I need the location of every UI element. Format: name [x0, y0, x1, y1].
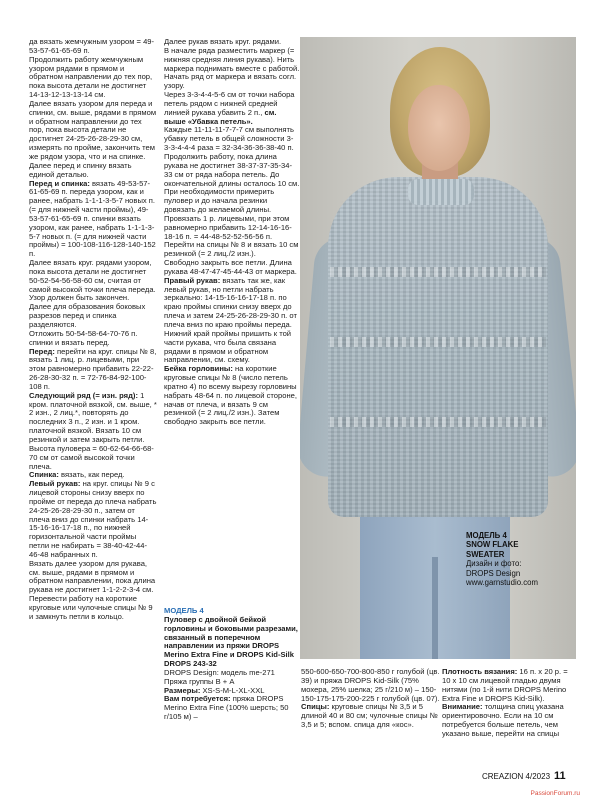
section-heading: см. выше «Убавка петель».: [164, 107, 277, 126]
section-heading: Бейка горловины:: [164, 364, 233, 374]
paragraph: 1 кром. платочной вязкой, см. выше, * 2 изн., 2 лиц.*, повторять до последних 3 п., 2 изн. и 1 кром. платочной вязкой. Вязать 10 см резинкой и затем закрыть петли. Высота пуловера = 60-62-64-66-68-70 см от самой высокой точки плеча.: [29, 390, 157, 471]
section-heading: Перед и спинка:: [29, 178, 90, 188]
section-heading: Перед:: [29, 346, 55, 356]
sweater: [328, 177, 548, 517]
section-heading: Внимание:: [442, 702, 483, 712]
text-column-1: [29, 38, 157, 622]
section-heading: Плотность вязания:: [442, 667, 518, 676]
section-heading: Правый рукав:: [164, 275, 221, 285]
page-number: 11: [554, 770, 566, 782]
design-info: DROPS Design: модель me-271 Пряжа группы В + А: [164, 667, 275, 686]
paragraph: на короткие круговые спицы № 8 (число петель кратно 4) по всему вырезу горловины набрать 48-64 п. по лицевой стороне, начав от плеча, и вязать 9 см резинкой (= 2 лиц./2 изн.). Затем свободно закрыть все петли.: [164, 364, 297, 427]
page-footer: [482, 770, 566, 782]
watermark: PassionForum.ru: [530, 790, 580, 797]
paragraph: Каждые 11-11-11-7-7-7 см выполнять убавку петель в общей сложности 3-3-3-4-4-4 раза = 32-34-36-36-38-40 п. Продолжить работу, пока длина рукава не достигнет 38-37-37-35-34-33 см от ряда набора петель. До окончательной длины осталось 10 см. При необходимости примерить пуловер и до начала резинки довязать до желаемой длины. Провязать 1 р. лицевыми, при этом равномерно прибавить 12-14-16-16-18-16 п. = 44-48-52-52-56-56 п. Перейти на спицы № 8 и вязать 10 см резинкой (= 2 лиц./2 изн.). Свободно закрыть все петли. Длина рукава 48-47-47-45-44-43 от маркера.: [164, 125, 300, 276]
paragraph: вязать так же, как левый рукав, но петли набрать зеркально: 14-15-16-16-17-18 п. по краю проймы спинки снизу вверх до плеча и затем 24-25-26-28-29-30 п. от плеча вниз по краю проймы переда. Нижний край проймы пришить к той части рукава, что была связана рядами в прямом и обратном направлении, см. схему.: [164, 275, 297, 365]
text-column-3: [301, 668, 441, 730]
section-heading: Размеры:: [164, 685, 201, 695]
model-intro: [164, 607, 304, 722]
paragraph: да вязать жемчужным узором = 49-53-57-61-65-69 п. Продолжить работу жемчужным узором рядами в прямом и обратном направлении до тех пор, пока высота детали не достигнет 14-13-12-13-13-14 см. Далее вязать узором для переда и спинки, см. выше, рядами в прямом и обратном направлении до тех пор, пока высота детали не достигнет 24-25-26-28-29-30 см, измерять по пройме, закончить тем же рядом узора, что и на спинке. Далее перед и спинку вязать единой деталью.: [29, 37, 157, 179]
paragraph: круговые спицы № 3,5 и 5 длиной 40 и 80 см; чулочные спицы № 3,5 и 5; вспом. спица для «кос».: [301, 702, 438, 730]
sweater-eyelet-band: [330, 337, 546, 347]
caption-url: www.garnstudio.com: [466, 578, 538, 588]
jeans-leg-split: [432, 557, 438, 659]
section-heading: Спицы:: [301, 702, 330, 712]
issue-label: CREAZION 4/2023: [482, 772, 551, 781]
caption-title: SWEATER: [466, 549, 505, 559]
sweater-collar: [408, 179, 474, 205]
paragraph: вязать 49-53-57-61-65-69 п. переда узором, как и ранее, набрать 1-1-1-3-5-7 новых п. (= для нижней части проймы), 49-53-57-61-65-69 п. спинки вязать узором, как ранее, набрать 1-1-1-3-5-7 новых п. (= для нижней части проймы) = 100-108-116-128-140-152 п. Далее вязать круг. рядами узором, пока высота детали не достигнет 50-52-54-56-58-60 см, считая от самой высокой точки плеча переда. Узор должен быть закончен. Далее для образования боковых разрезов перед и спинка разделяются. Отложить 50-54-58-64-70-76 п. спинки и вязать перед.: [29, 178, 156, 347]
paragraph: на круг. спицы № 9 с лицевой стороны снизу вверх по пройме от переда до плеча набрать 24-25-26-28-29-30 п., затем от плеча вниз до спинки набрать 14-15-16-16-17-18 п., по нижней горизонтальной части проймы петли не набирать = 38-40-42-44-46-48 набранных п. Вязать далее узором для рукава, см. выше, рядами в прямом и обратном направлении, пока длина рукава не достигнет 1-1-2-2-3-4 см. Перевести работу на короткие круговые или чулочные спицы № 9 и замкнуть петли в кольцо.: [29, 479, 157, 621]
paragraph: 16 п. х 20 р. = 10 х 10 см лицевой гладью двумя нитями (по 1-й нити DROPS Merino Extra Fine и DROPS Kid-Silk).: [442, 667, 568, 703]
materials-text: пряжа DROPS Merino Extra Fine (100% шерсть; 50 г/105 м) –: [164, 694, 289, 722]
caption-title: SNOW FLAKE: [466, 540, 519, 550]
photo-caption: [466, 531, 576, 587]
section-heading: Спинка:: [29, 470, 59, 480]
sweater-eyelet-band: [330, 267, 546, 277]
section-heading: Следующий ряд (= изн. ряд):: [29, 390, 138, 400]
pattern-code: DROPS 243-32: [164, 659, 217, 669]
text-column-2: [164, 38, 300, 427]
caption-credit: DROPS Design: [466, 568, 521, 578]
model-description: Пуловер с двойной бейкой горловины и боковыми разрезами, связанный в поперечном направлении из пряжи DROPS Merino Extra Fine и DROPS Kid-Silk: [164, 614, 298, 660]
paragraph: перейти на круг. спицы № 8, вязать 1 лиц. р. лицевыми, при этом равномерно прибавить 22-22-26-28-30-32 п. = 72-76-84-92-100-108 п.: [29, 346, 157, 391]
text-column-4: [442, 668, 578, 739]
caption-title: МОДЕЛЬ 4: [466, 531, 507, 540]
paragraph: Далее рукав вязать круг. рядами. В начале ряда разместить маркер (= нижняя средняя линия рукава). Нить маркера поднимать вместе с работой. Начать ряд от маркера и вязать согл. узору. Через 3-3-4-4-5-6 см от точки набора петель рядом с нижней средней линией рукава убавить 2 п.,: [164, 37, 300, 117]
sweater-eyelet-band: [330, 417, 546, 427]
paragraph: 550-600-650-700-800-850 г голубой (цв. 39) и пряжа DROPS Kid-Silk (75% мохера, 25% шелка; 25 г/210 м) – 150-150-175-175-200-225 г голубой (цв. 07).: [301, 667, 440, 703]
face: [408, 85, 470, 171]
section-heading: Левый рукав:: [29, 479, 81, 489]
model-label: МОДЕЛЬ 4: [164, 606, 204, 615]
caption-credit: Дизайн и фото:: [466, 559, 522, 569]
section-heading: Вам потребуется:: [164, 694, 231, 704]
paragraph: вязать, как перед.: [58, 470, 125, 480]
sizes-value: XS-S-M-L-XL-XXL: [200, 685, 265, 695]
paragraph: толщина спиц указана ориентировочно. Если на 10 см потребуется больше петель, чем указано выше, перейти на спицы: [442, 702, 564, 738]
